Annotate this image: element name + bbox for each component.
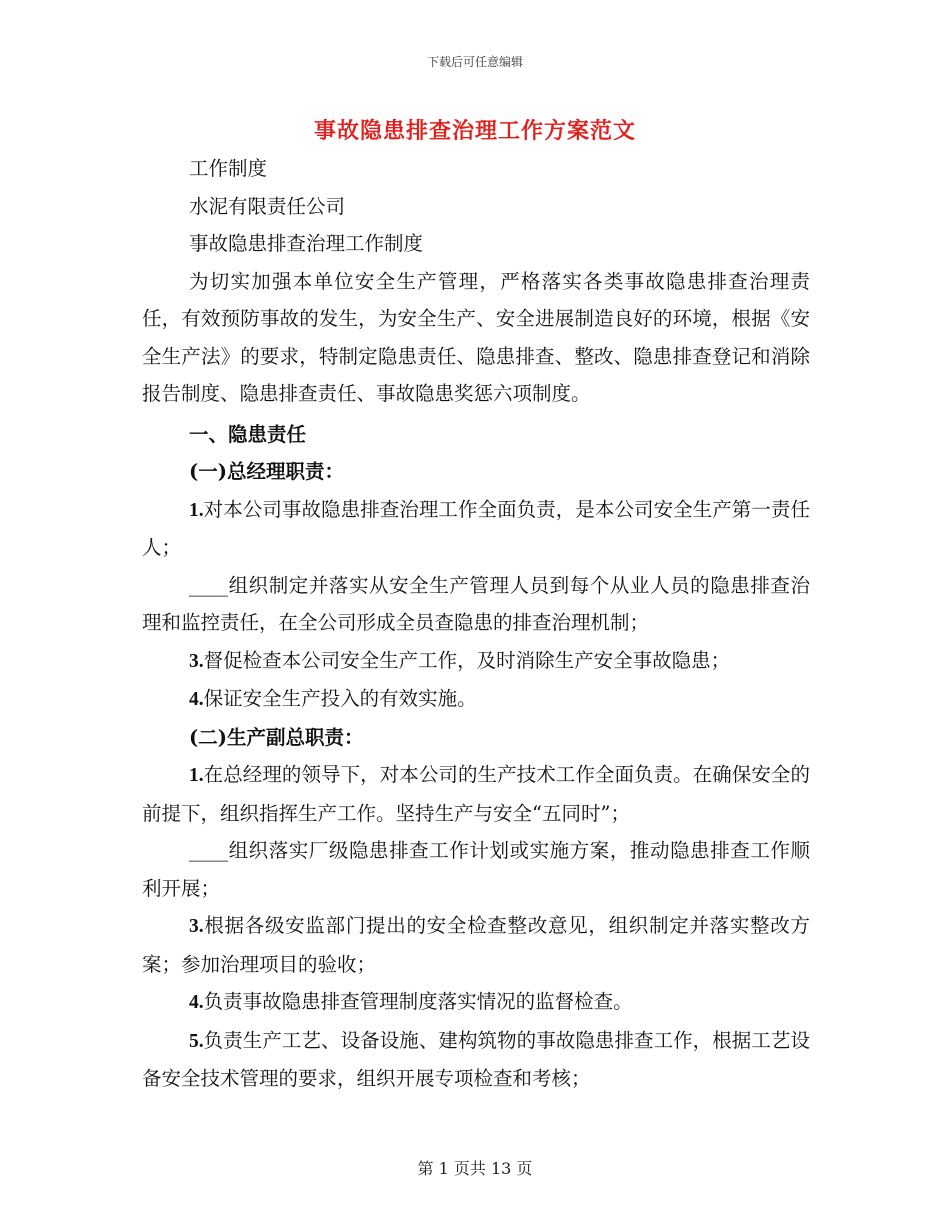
subsection-heading-production-deputy: (二)生产副总职责： xyxy=(189,725,364,749)
subsection-heading-general-manager: (一)总经理职责： xyxy=(189,460,344,483)
list-item: 4.负责事故隐患排查管理制度落实情况的监督检查。 xyxy=(189,990,633,1013)
list-item: 1.在总经理的领导下，对本公司的生产技术工作全面负责。在确保安全的前提下，组织指挥生产工作。坚持生产与安全“五同时”； xyxy=(142,763,810,825)
item-number: 5. xyxy=(189,1030,204,1052)
item-number: 1. xyxy=(189,499,204,521)
item-number: 3. xyxy=(189,650,204,672)
paragraph-intro: 为切实加强本单位安全生产管理，严格落实各类事故隐患排查治理责任，有效预防事故的发生，为安全生产、安全进展制造良好的环境，根据《安全生产法》的要求，特制定隐患责任、隐患排查、整改、隐患排查登记和消除报告制度、隐患排查责任、事故隐患奖惩六项制度。 xyxy=(142,269,810,405)
paragraph-company-name: 水泥有限责任公司 xyxy=(189,194,346,218)
item-number: 4. xyxy=(189,992,204,1013)
item-number: 1. xyxy=(189,765,204,786)
document-title: 事故隐患排查治理工作方案范文 xyxy=(313,118,636,144)
list-item: 4.保证安全生产投入的有效实施。 xyxy=(189,687,477,710)
list-item: 1.对本公司事故隐患排查治理工作全面负责，是本公司安全生产第一责任人； xyxy=(142,497,810,559)
list-item: ____组织落实厂级隐患排查工作计划或实施方案，推动隐患排查工作顺利开展； xyxy=(142,839,810,900)
list-item: 3.根据各级安监部门提出的安全检查整改意见，组织制定并落实整改方案；参加治理项目的验收； xyxy=(142,914,810,976)
list-item: 3.督促检查本公司安全生产工作，及时消除生产安全事故隐患； xyxy=(189,648,731,672)
section-heading-hazard-responsibility: 一、隐患责任 xyxy=(189,422,307,446)
item-number: 4. xyxy=(189,689,204,710)
item-number: 3. xyxy=(189,916,204,937)
list-item: 5.负责生产工艺、设备设施、建构筑物的事故隐患排查工作，根据工艺设备安全技术管理的要求，组织开展专项检查和考核； xyxy=(142,1028,810,1090)
header-note: 下载后可任意编辑 xyxy=(426,55,523,69)
paragraph-work-system: 工作制度 xyxy=(189,157,268,180)
paragraph-system-title: 事故隐患排查治理工作制度 xyxy=(189,232,424,255)
page-footer: 第 1 页共 13 页 xyxy=(417,1159,533,1178)
list-item: ____组织制定并落实从安全生产管理人员到每个从业人员的隐患排查治理和监控责任，在全公司形成全员查隐患的排查治理机制； xyxy=(142,573,810,634)
document-body xyxy=(142,150,810,1098)
